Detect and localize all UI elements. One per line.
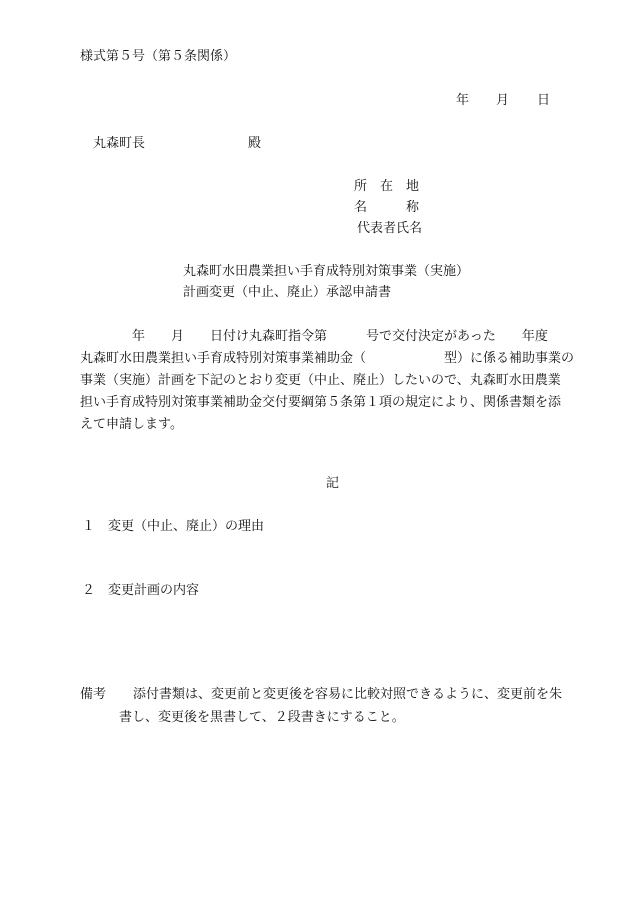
item-1-number: １ <box>82 519 96 534</box>
applicant-name-label: 名 称 <box>354 200 420 215</box>
date-year-label: 年 <box>456 93 470 108</box>
body-paragraph <box>80 326 584 436</box>
addressee-honorific: 殿 <box>248 136 262 151</box>
remarks-label: 備考 <box>80 687 107 702</box>
document-title-line1: 丸森町水田農業担い手育成特別対策事業（実施） <box>183 264 470 279</box>
body-line: 丸森町水田農業担い手育成特別対策事業補助金（ 型）に係る補助事業の <box>80 351 575 366</box>
item-2-number: ２ <box>82 583 96 598</box>
document-title-line2: 計画変更（中止、廃止）承認申請書 <box>183 285 392 300</box>
body-line: 事業（実施）計画を下記のとおり変更（中止、廃止）したいので、丸森町水田農業 <box>80 373 561 388</box>
body-line: えて申請します。 <box>80 417 183 432</box>
form-number: 様式第５号（第５条関係） <box>80 49 237 64</box>
applicant-representative-label: 代表者氏名 <box>357 221 423 236</box>
item-1-label: 変更（中止、廃止）の理由 <box>108 519 265 534</box>
addressee-title: 丸森町長 <box>93 136 146 151</box>
remarks-line-2: 書し、変更後を黒書して、２段書きにすること。 <box>119 710 405 725</box>
ki-heading: 記 <box>326 476 340 491</box>
item-2-label: 変更計画の内容 <box>108 583 200 598</box>
date-day-label: 日 <box>537 93 551 108</box>
date-month-label: 月 <box>496 93 510 108</box>
body-line: 担い手育成特別対策事業補助金交付要綱第５条第１項の規定により、関係書類を添 <box>80 395 562 410</box>
remarks-line-1: 添付書類は、変更前と変更後を容易に比較対照できるように、変更前を朱 <box>133 687 563 702</box>
body-line: 年 月 日付け丸森町指令第 号で交付決定があった 年度 <box>80 329 548 344</box>
applicant-address-label: 所 在 地 <box>354 179 420 194</box>
